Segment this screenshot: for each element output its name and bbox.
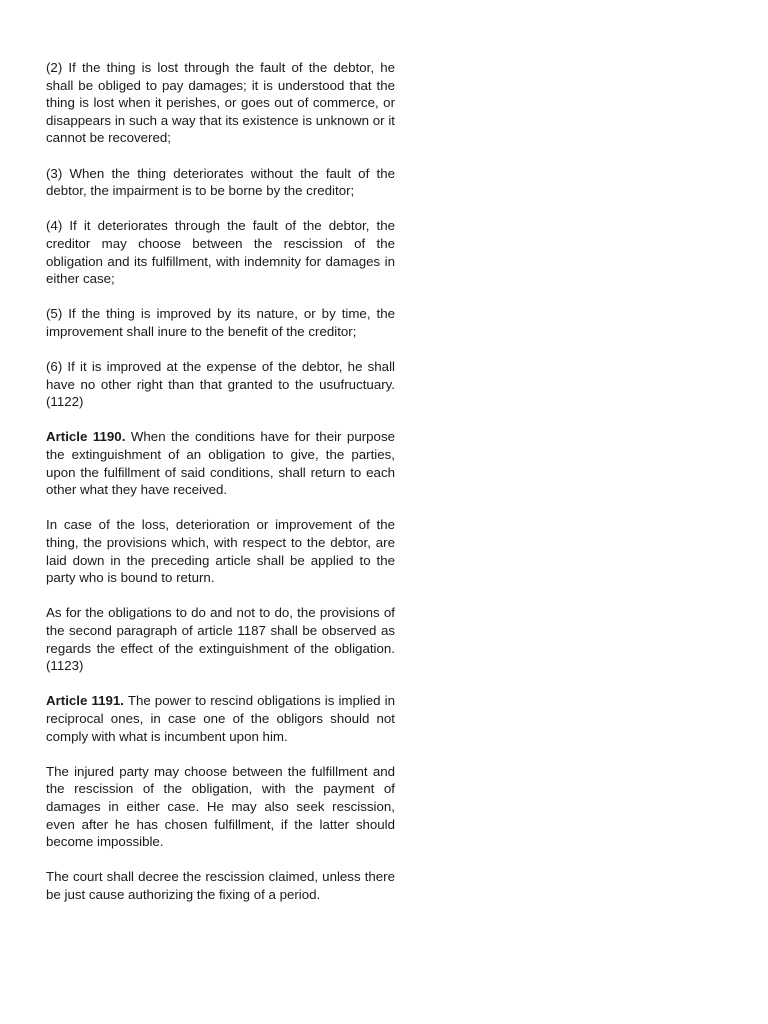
article-1190-paragraph-2 <box>46 516 395 586</box>
article-1191 <box>46 692 395 745</box>
paragraph-text: (2) If the thing is lost through the fault of the debtor, he shall be obliged to pay damages; it is understood that the thing is lost when it perishes, or goes out of commerce, or disappears in such a way that its existence is unknown or it cannot be recovered; <box>46 60 395 146</box>
paragraph-text: (3) When the thing deteriorates without the fault of the debtor, the impairment is to be borne by the creditor; <box>46 165 395 199</box>
paragraph-text: The court shall decree the rescission claimed, unless there be just cause authorizing the fixing of a period. <box>46 869 395 902</box>
paragraph-text: As for the obligations to do and not to do, the provisions of the second paragraph of article 1187 shall be observed as regards the effect of the extinguishment of the obligation. (1123) <box>46 605 395 674</box>
paragraph-6 <box>46 358 395 411</box>
article-1191-paragraph-3 <box>46 868 395 903</box>
paragraph-text: (6) If it is improved at the expense of the debtor, he shall have no other right than that granted to the usufructuary. (1122) <box>46 359 395 410</box>
paragraph-text: (4) If it deteriorates through the fault of the debtor, the creditor may choose between the rescission of the obligation and its fulfillment, with indemnity for damages in either case; <box>46 218 395 287</box>
paragraph-text: The power to rescind obligations is implied in reciprocal ones, in case one of the obligors should not comply with what is incumbent upon him. <box>46 693 395 744</box>
paragraph-5 <box>46 305 395 340</box>
paragraph-3 <box>46 165 395 200</box>
article-label: Article 1191. <box>46 693 124 709</box>
document-page <box>46 59 395 921</box>
article-1190 <box>46 428 395 498</box>
paragraph-text: The injured party may choose between the fulfillment and the rescission of the obligation, with the payment of damages in either case. He may also seek rescission, even after he has chosen fulfillment, if the latter should become impossible. <box>46 763 395 850</box>
paragraph-2 <box>46 59 395 147</box>
article-label: Article 1190. <box>46 429 126 445</box>
paragraph-text: When the conditions have for their purpose the extinguishment of an obligation to give, the parties, upon the fulfillment of said conditions, shall return to each other what they have received. <box>46 429 395 498</box>
article-1191-paragraph-2 <box>46 763 395 851</box>
paragraph-text: (5) If the thing is improved by its nature, or by time, the improvement shall inure to the benefit of the creditor; <box>46 306 395 339</box>
paragraph-text: In case of the loss, deterioration or improvement of the thing, the provisions which, with respect to the debtor, are laid down in the preceding article shall be applied to the party who is bound to return. <box>46 517 395 586</box>
paragraph-4 <box>46 217 395 287</box>
article-1190-paragraph-3 <box>46 604 395 674</box>
